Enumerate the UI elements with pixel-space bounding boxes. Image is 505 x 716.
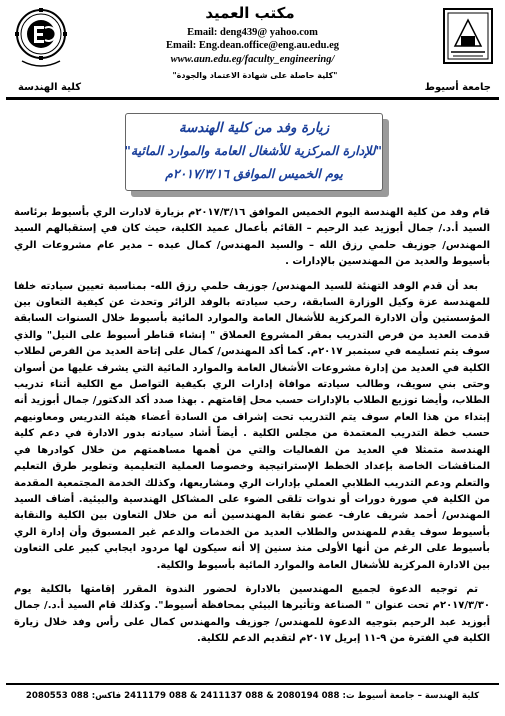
faculty-name: كلية الهندسة xyxy=(18,82,82,93)
accreditation-note: "كلية حاصلة على شهادة الاعتماد والجودة" xyxy=(172,71,338,80)
footer-divider xyxy=(6,683,499,685)
university-name: جامعة أسيوط xyxy=(424,82,491,93)
title-line-3: يوم الخميس الموافق ٢٠١٧/٣/١٦م xyxy=(165,166,343,181)
office-title: مكتب العميد xyxy=(205,4,295,22)
website-link[interactable]: www.aun.edu.eg/faculty_engineering/ xyxy=(170,54,335,65)
title-box xyxy=(125,113,383,191)
article-body xyxy=(14,205,490,656)
university-logo-icon xyxy=(441,6,495,68)
email-line[interactable]: Email: deng439@ yahoo.com xyxy=(187,27,318,38)
paragraph-3: تم توجيه الدعوة لجميع المهندسين بالادارة لحضور الندوة المقرر إقامتها بالكلية يوم ٢٠١٧/٣/٣٠م تحت عنوان " الصناعة وتأثيرها البيئي بمحافظة أسيوط". وكذلك قام السيد أ.د./ جمال أبوزيد عبد الرحيم بتوجيه الدعوة للمهندس/ جوزيف والمهندس كمال على رأس وفد خلال زيارة الكلية في الفترة من ٩-١١ إبريل ٢٠١٧م لتقديم الدعم للكلية. xyxy=(14,583,490,645)
paragraph-2: بعد أن قدم الوفد التهنئة للسيد المهندس/ جوزيف حلمي رزق الله- بمناسبة تعيين سيادته خلفا للمهندسة عزة وكيل الوزارة السابقة، رحب سيادته بالوفد الزائر وتحدث عن كيفية التعاون بين المؤسستين وأن الادارة المركزية للأشغال العامة والموارد المائية بأسيوط خلال السنوات السابقة قدمت العديد من فرص التدريب بمقر المشروع العملاق " إنشاء قناطر أسيوط على النيل" والذي سوف يتم تسليمه في سبتمبر ٢٠١٧م. كما أكد المهندس/ كمال على إتاحة العديد من الفرص لطلاب الكلية في العديد من إدارة مشروعات الأشغال العامة والموارد المائية التي يشرف عليها من أسوان وحتى بني سويف، وطالب سيادته موافاة إدارات الري بكيفية التواصل مع الكلية أثناء تدريب الطلاب، وأيضا توزيع الطلاب بالإدارات حسب محل إقامتهم . بهذا صدد أكد الدكتور/ جمال أبوزيد أنه إبتداء من هذا العام سوف يتم التدريب تحت إشراف من السادة أعضاء هيئة التدريس ومعاونيهم حسب خطة التدريب المعتمدة من مجلس الكلية . أيضاً أشاد سيادته بدور الادارة في دعم كلية الهندسة متمثلا في العديد من الفعاليات والتي من أهمها مساهمتهم من خلال كوادرها في المناقشات الخاصة بإعداد الخطط الإستراتيجية وخصوصا العملية التعليمية وتطوير طرق التعليم والتعلم ودعم التدريب الطلابي العملي بإدارات الري ومشاريعها، وكذلك الخدمة المجتمعية المقدمة من الكلية في صورة دورات أو ندوات تلقى الضوء على المشاكل الهندسية والبيئية. أضاف السيد المهندس/ أحمد شريف عارف- عضو نقابة المهندسين أنه من خلال التعاون بين الكلية والنقابة بأسيوط سوف يقدم للمهندس والطلاب العديد من الخدمات والدعم غير المسبوق وأن إدارة الري بأسيوط على الرغم من أنها الأولى منذ سنين إلا أنه سيكون لها مردود ايجابي كبير على التعاون بين الادارة المركزية للأشغال العامة والموارد المائية بأسيوط والكلية. xyxy=(14,280,491,571)
faculty-logo-icon xyxy=(14,6,68,68)
footer-contact: كلية الهندسة – جامعة أسيوط ت: 088 2080194 & 088 2411137 & 088 2411179 فاكس: 088 2080553 xyxy=(25,691,480,701)
paragraph-1: قام وفد من كلية الهندسة اليوم الخميس الموافق ٢٠١٧/٣/١٦م بزيارة لادارت الري بأسيوط برئاسة السيد أ.د./ جمال أبوزيد عبد الرحيم – القائم بأعمال عميد الكلية، حيث كان في إستقبالهم السيد المهندس/ جوزيف حلمي رزق الله – والسيد المهندس/ كمال عبده – مدير عام مشروعات الري بأسيوط والعديد من المهندسين بالإدارات . xyxy=(14,207,490,268)
email2-line[interactable]: Email: Eng.dean.office@eng.au.edu.eg xyxy=(165,40,340,51)
title-line-1: زيارة وفد من كلية الهندسة xyxy=(178,120,330,136)
header-divider xyxy=(6,97,499,100)
title-line-2: "للإدارة المركزية للأشغال العامة والموارد المائية" xyxy=(124,143,382,158)
